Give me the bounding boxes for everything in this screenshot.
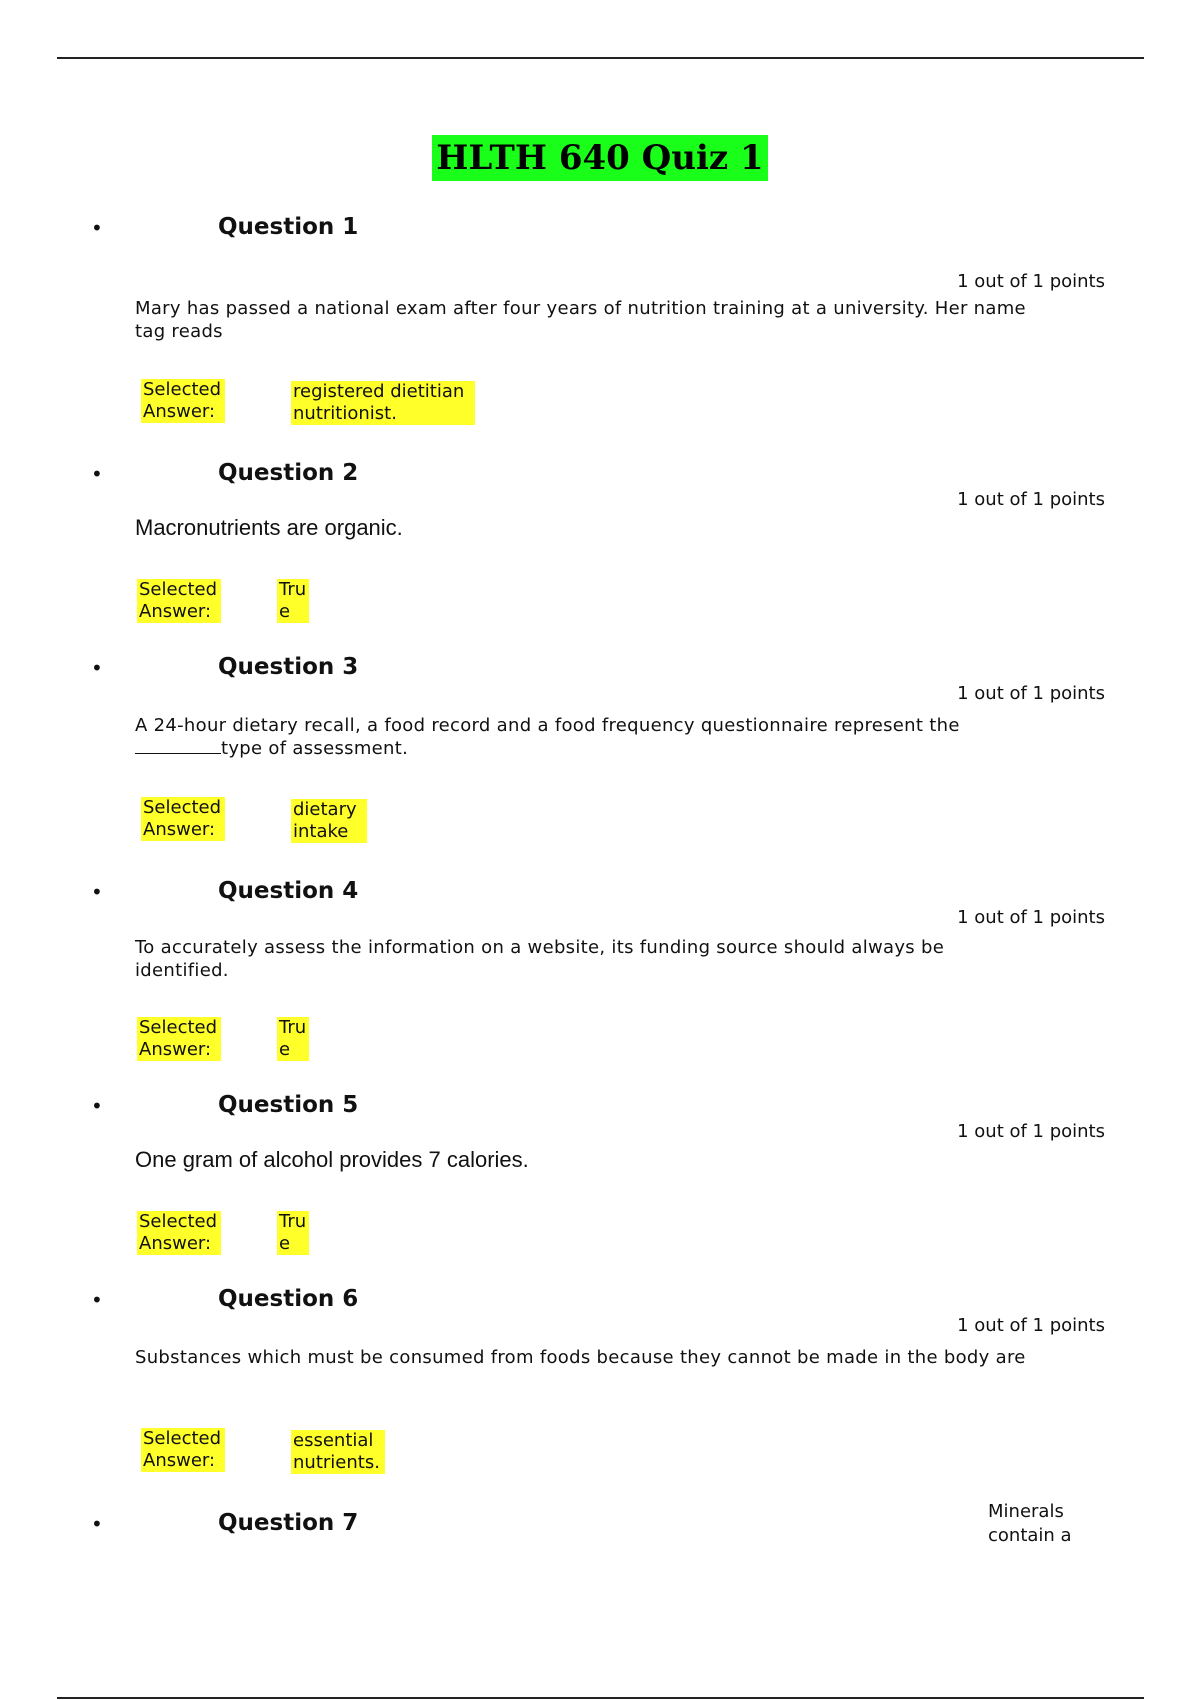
points-label: 1 out of 1 points	[957, 271, 1105, 292]
page-title-wrap	[0, 135, 1200, 181]
selected-answer-label: Selected Answer:	[141, 797, 225, 841]
selected-answer-value: essential nutrients.	[291, 1430, 385, 1474]
question-prompt	[135, 714, 1035, 760]
question-prompt-line2: type of assessment.	[221, 738, 409, 759]
selected-answer-label: Selected Answer:	[141, 1428, 225, 1472]
question-title: Question 5	[218, 1092, 359, 1118]
bullet: •	[91, 1094, 103, 1118]
selected-answer-value: registered dietitian nutritionist.	[291, 381, 475, 425]
selected-answer-label: Selected Answer:	[141, 379, 225, 423]
top-rule	[57, 57, 1144, 59]
question-title: Question 2	[218, 460, 359, 486]
points-label: 1 out of 1 points	[957, 1315, 1105, 1336]
selected-answer-value: True	[277, 1211, 309, 1255]
bullet: •	[91, 462, 103, 486]
selected-answer-label: Selected Answer:	[137, 1017, 221, 1061]
bullet: •	[91, 880, 103, 904]
bullet: •	[91, 1512, 103, 1536]
page-title: HLTH 640 Quiz 1	[432, 135, 767, 181]
selected-answer-value: True	[277, 579, 309, 623]
question-title: Question 1	[218, 214, 359, 240]
question-prompt: To accurately assess the information on a website, its funding source should always be identified.	[135, 937, 945, 981]
question-prompt-line1: A 24-hour dietary recall, a food record and a food frequency questionnaire represent the	[135, 715, 960, 736]
selected-answer-value: True	[277, 1017, 309, 1061]
bottom-rule	[57, 1697, 1144, 1699]
question-prompt-fragment: Minerals contain a	[988, 1501, 1072, 1546]
selected-answer-label: Selected Answer:	[137, 1211, 221, 1255]
bullet: •	[91, 656, 103, 680]
question-prompt: Macronutrients are organic.	[135, 515, 403, 540]
points-label: 1 out of 1 points	[957, 1121, 1105, 1142]
question-prompt: Mary has passed a national exam after four years of nutrition training at a university. Her name tag reads	[135, 298, 1026, 342]
points-label: 1 out of 1 points	[957, 489, 1105, 510]
question-title: Question 4	[218, 878, 359, 904]
selected-answer-label: Selected Answer:	[137, 579, 221, 623]
question-title: Question 3	[218, 654, 359, 680]
question-prompt: Substances which must be consumed from foods because they cannot be made in the body are	[135, 1347, 1026, 1368]
points-label: 1 out of 1 points	[957, 683, 1105, 704]
fill-in-blank	[135, 739, 221, 754]
bullet: •	[91, 1288, 103, 1312]
question-prompt: One gram of alcohol provides 7 calories.	[135, 1147, 529, 1172]
points-label: 1 out of 1 points	[957, 907, 1105, 928]
question-title: Question 7	[218, 1510, 359, 1536]
selected-answer-value: dietary intake	[291, 799, 367, 843]
question-title: Question 6	[218, 1286, 359, 1312]
bullet: •	[91, 216, 103, 240]
